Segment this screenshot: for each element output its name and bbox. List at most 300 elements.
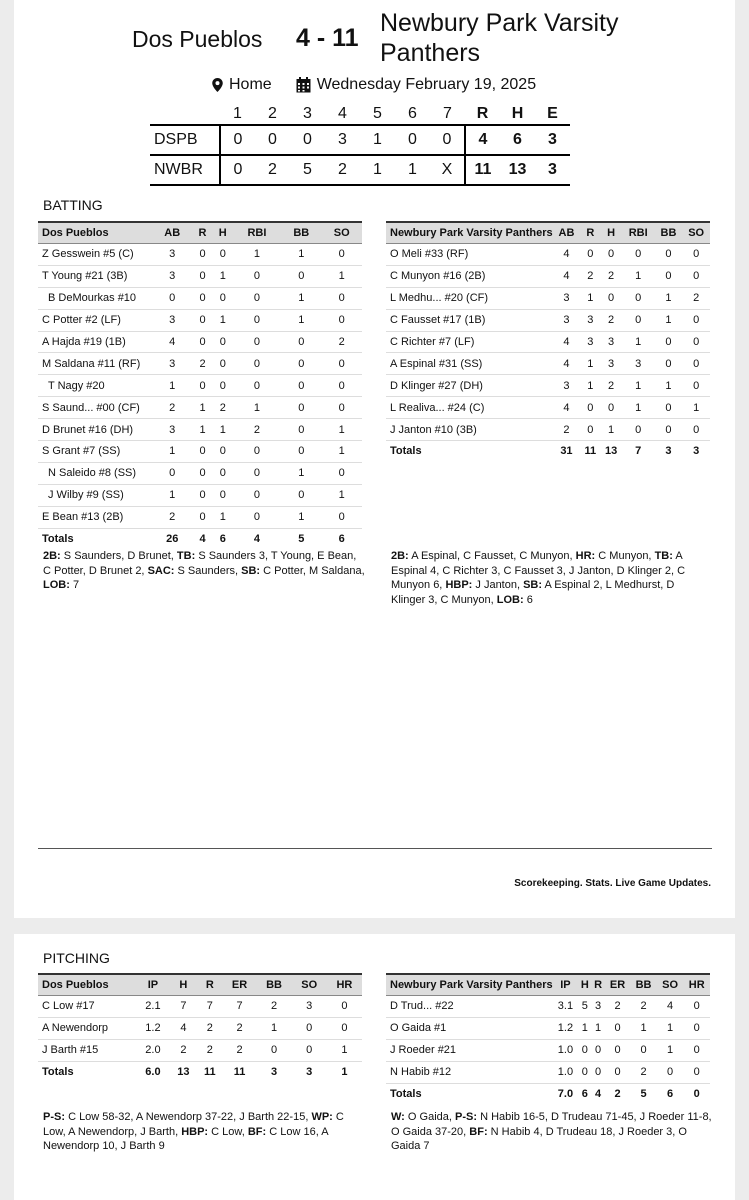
batting-section-title: BATTING [43, 197, 103, 213]
total-cell: 3 [665, 445, 672, 458]
stat-cell: 0 [321, 375, 362, 397]
stat-cell: 0 [233, 484, 281, 506]
stat-cell: 0 [213, 244, 233, 266]
note-label: SB: [523, 579, 543, 591]
total-cell: 7 [635, 445, 642, 458]
stat-cell: 7 [197, 996, 223, 1018]
stat-cell: 0 [605, 1017, 631, 1039]
col-header: ER [605, 974, 631, 996]
home-batting-team-header: Newbury Park Varsity Panthers [386, 222, 553, 244]
player-row [386, 1039, 710, 1061]
stat-cell: 1 [622, 265, 655, 287]
inning-score: 0 [220, 155, 255, 185]
stat-cell: 4 [553, 331, 581, 353]
inning-score: 2 [255, 155, 290, 185]
note-label: HR: [575, 550, 596, 562]
player-name: S Saund... #00 (CF) [38, 397, 152, 419]
stat-cell: 0 [683, 1017, 710, 1039]
stat-cell: 1.0 [553, 1039, 579, 1061]
note-text: A Espinal, C Fausset, C Munyon, [411, 550, 573, 562]
player-name: A Espinal #31 (SS) [386, 353, 553, 375]
linescore-table [150, 104, 570, 186]
player-row [38, 244, 362, 266]
stat-cell: 3 [152, 353, 192, 375]
stat-cell: 4 [170, 1017, 197, 1039]
total-cell: 4 [595, 1088, 602, 1100]
stat-cell: 2 [553, 419, 581, 441]
player-row [38, 1017, 362, 1039]
stat-cell: 0 [192, 506, 212, 528]
inning-score: 1 [360, 125, 395, 155]
total-cell: 6 [581, 1088, 588, 1100]
total-cell: 6 [667, 1088, 674, 1100]
note-text: C Low, [211, 1125, 245, 1138]
totals-row [386, 1083, 710, 1104]
col-header: HR [683, 974, 710, 996]
linescore-team: DSPB [150, 125, 220, 155]
stat-cell: 4 [553, 397, 581, 419]
total-cell: 2 [614, 1088, 621, 1100]
player-name: C Potter #2 (LF) [38, 309, 152, 331]
inning-score: 1 [395, 155, 430, 185]
player-row [38, 506, 362, 528]
total-cell: 13 [604, 445, 618, 458]
totals-row [38, 528, 362, 549]
stat-cell: 3 [553, 287, 581, 309]
player-row [38, 484, 362, 506]
stat-cell: 0 [622, 287, 655, 309]
stat-cell: 0 [213, 353, 233, 375]
player-row [386, 996, 710, 1018]
col-header: H [600, 222, 621, 244]
away-team-name: Dos Pueblos [132, 26, 263, 52]
player-row [38, 996, 362, 1018]
home-pitching-team-header: Newbury Park Varsity Panthers [386, 974, 553, 996]
note-label: BF: [247, 1125, 267, 1138]
stat-cell: 1 [233, 397, 281, 419]
stat-cell: 0 [657, 1061, 684, 1083]
stat-cell: 0 [192, 265, 212, 287]
stat-cell: 0 [192, 484, 212, 506]
inning-score: 1 [360, 155, 395, 185]
stat-cell: 2 [152, 397, 192, 419]
note-label: BF: [469, 1125, 488, 1138]
stat-cell: 3 [152, 244, 192, 266]
stat-cell: 3 [591, 996, 604, 1018]
player-row [386, 265, 710, 287]
total-cell: 7.0 [557, 1088, 574, 1100]
inning-header: 2 [268, 105, 277, 122]
note-text: S Saunders, D Brunet, [63, 550, 174, 562]
stat-cell: 7 [170, 996, 197, 1018]
stat-cell: 0 [327, 1017, 362, 1039]
stat-cell: 2 [197, 1017, 223, 1039]
stat-cell: 2 [170, 1039, 197, 1061]
stat-cell: 3 [152, 419, 192, 441]
col-header: SO [682, 222, 710, 244]
player-name: A Hajda #19 (1B) [38, 331, 152, 353]
stat-cell: 0 [682, 375, 710, 397]
stat-cell: 0 [321, 244, 362, 266]
col-header: R [591, 974, 604, 996]
player-row [38, 331, 362, 353]
stat-cell: 1 [580, 375, 600, 397]
stat-cell: 2 [630, 1061, 657, 1083]
stat-cell: 1 [657, 1039, 684, 1061]
player-name: D Trud... #22 [386, 996, 553, 1018]
linescore-row [150, 125, 570, 155]
player-row [38, 462, 362, 484]
inning-score: 0 [255, 125, 290, 155]
inning-score: 5 [290, 155, 325, 185]
total-cell: 3 [693, 445, 700, 458]
stat-cell: 0 [683, 996, 710, 1018]
stat-cell: 0 [213, 484, 233, 506]
stat-cell: 1 [622, 397, 655, 419]
total-cell: 26 [166, 533, 179, 546]
footer-tagline: Scorekeeping. Stats. Live Game Updates. [514, 878, 711, 889]
stat-cell: 2 [192, 353, 212, 375]
stat-cell: 1 [682, 397, 710, 419]
stat-cell: 0 [233, 441, 281, 463]
stat-cell: 0 [622, 244, 655, 266]
note-text: O Gaida, [407, 1111, 452, 1123]
stat-cell: 1 [327, 1039, 362, 1061]
col-header: IP [136, 974, 170, 996]
inning-score: 0 [290, 125, 325, 155]
stat-cell: 0 [655, 265, 683, 287]
stat-cell: 1 [321, 441, 362, 463]
stat-cell: 0 [152, 287, 192, 309]
player-name: Z Gesswein #5 (C) [38, 244, 152, 266]
home-pitching-notes [391, 1110, 716, 1154]
stat-cell: 5 [578, 996, 591, 1018]
errors-header: E [547, 105, 558, 122]
col-header: BB [630, 974, 657, 996]
note-text: A Espinal 2, L Medhurst, D Klinger 3, C Munyon, [391, 579, 675, 606]
stat-cell: 3 [152, 309, 192, 331]
col-header: SO [657, 974, 684, 996]
stat-cell: 0 [605, 1039, 631, 1061]
stat-cell: 0 [682, 265, 710, 287]
player-name: C Fausset #17 (1B) [386, 309, 553, 331]
col-header: SO [292, 974, 327, 996]
player-name: T Nagy #20 [38, 375, 152, 397]
rhe-value: 3 [535, 155, 570, 185]
stat-cell: 0 [321, 506, 362, 528]
stat-cell: 0 [233, 309, 281, 331]
stat-cell: 0 [630, 1039, 657, 1061]
player-row [38, 1039, 362, 1061]
inning-score: X [430, 155, 465, 185]
stat-cell: 2 [682, 287, 710, 309]
stat-cell: 2 [600, 375, 621, 397]
note-text: C Low 58-32, A Newendorp 37-22, J Barth 22-15, [68, 1111, 309, 1123]
player-name: C Munyon #16 (2B) [386, 265, 553, 287]
player-name: N Habib #12 [386, 1061, 553, 1083]
stat-cell: 0 [213, 287, 233, 309]
inning-score: 0 [430, 125, 465, 155]
stat-cell: 0 [292, 1039, 327, 1061]
stat-cell: 0 [591, 1061, 604, 1083]
stat-cell: 0 [655, 419, 683, 441]
stat-cell: 0 [213, 375, 233, 397]
rhe-value: 4 [465, 125, 500, 155]
player-row [386, 331, 710, 353]
stat-cell: 3 [622, 353, 655, 375]
stat-cell: 0 [233, 331, 281, 353]
player-row [386, 419, 710, 441]
stat-cell: 1 [600, 419, 621, 441]
pitching-section-title: PITCHING [43, 950, 110, 966]
stat-cell: 1 [655, 309, 683, 331]
note-text: 6 [526, 593, 533, 606]
player-row [386, 287, 710, 309]
player-row [386, 397, 710, 419]
player-name: O Meli #33 (RF) [386, 244, 553, 266]
col-header: RBI [622, 222, 655, 244]
player-row [386, 1017, 710, 1039]
stat-cell: 1 [630, 1017, 657, 1039]
stat-cell: 2 [580, 265, 600, 287]
stat-cell: 0 [292, 1017, 327, 1039]
inning-score: 0 [395, 125, 430, 155]
inning-header: 1 [233, 105, 242, 122]
stat-cell: 1 [281, 244, 321, 266]
stat-cell: 2 [256, 996, 291, 1018]
player-name: T Young #21 (3B) [38, 265, 152, 287]
note-label: W: [391, 1111, 405, 1123]
stat-cell: 2 [197, 1039, 223, 1061]
player-row [38, 353, 362, 375]
total-cell: 0 [693, 1088, 700, 1100]
stat-cell: 4 [553, 244, 581, 266]
stat-cell: 1 [622, 375, 655, 397]
note-label: LOB: [43, 579, 70, 591]
stat-cell: 0 [682, 309, 710, 331]
player-name: B DeMourkas #10 [38, 287, 152, 309]
note-text: N Habib 16-5, D Trudeau 71-45, J Roeder 11-8, O Gaida 37-20, [391, 1111, 712, 1138]
stat-cell: 0 [600, 244, 621, 266]
rhe-value: 11 [465, 155, 500, 185]
stat-cell: 0 [578, 1039, 591, 1061]
totals-label: Totals [42, 533, 74, 546]
note-text: S Saunders 3, T Young, E Bean, C Potter, D Brunet 2, [43, 550, 357, 577]
stat-cell: 0 [233, 375, 281, 397]
stat-cell: 1.2 [136, 1017, 170, 1039]
stat-cell: 0 [600, 397, 621, 419]
rhe-value: 6 [500, 125, 535, 155]
note-label: 2B: [43, 550, 61, 562]
note-label: TB: [176, 550, 196, 562]
stat-cell: 1 [591, 1017, 604, 1039]
total-cell: 4 [253, 533, 261, 546]
calendar-icon [296, 77, 311, 93]
stat-cell: 1 [233, 244, 281, 266]
col-header: IP [553, 974, 579, 996]
stat-cell: 0 [281, 397, 321, 419]
note-label: P-S: [43, 1111, 65, 1123]
player-name: J Roeder #21 [386, 1039, 553, 1061]
stat-cell: 0 [233, 265, 281, 287]
stat-cell: 0 [281, 331, 321, 353]
stat-cell: 0 [281, 375, 321, 397]
stat-cell: 4 [657, 996, 684, 1018]
boxscore-page-2 [14, 934, 735, 1200]
hits-header: H [511, 105, 524, 122]
stat-cell: 1 [655, 287, 683, 309]
stat-cell: 0 [281, 419, 321, 441]
player-name: D Klinger #27 (DH) [386, 375, 553, 397]
total-cell: 13 [177, 1066, 190, 1079]
inning-header: 5 [373, 105, 382, 122]
player-name: C Low #17 [38, 996, 136, 1018]
stat-cell: 1 [580, 353, 600, 375]
stat-cell: 2 [223, 1039, 257, 1061]
player-name: O Gaida #1 [386, 1017, 553, 1039]
stat-cell: 1 [192, 419, 212, 441]
linescore-row [150, 155, 570, 185]
note-label: LOB: [496, 593, 524, 606]
stat-cell: 0 [281, 353, 321, 375]
player-name: E Bean #13 (2B) [38, 506, 152, 528]
note-label: HBP: [445, 579, 473, 591]
note-text: 7 [72, 579, 80, 591]
col-header: AB [152, 222, 192, 244]
inning-score: 2 [325, 155, 360, 185]
stat-cell: 0 [605, 1061, 631, 1083]
stat-cell: 0 [655, 397, 683, 419]
stat-cell: 0 [281, 484, 321, 506]
stat-cell: 2 [152, 506, 192, 528]
stat-cell: 0 [622, 309, 655, 331]
stat-cell: 2 [233, 419, 281, 441]
player-name: A Newendorp [38, 1017, 136, 1039]
player-name: D Brunet #16 (DH) [38, 419, 152, 441]
note-label: SAC: [147, 564, 175, 577]
stat-cell: 0 [327, 996, 362, 1018]
stat-cell: 3 [600, 331, 621, 353]
totals-label: Totals [390, 1088, 422, 1100]
stat-cell: 1 [321, 265, 362, 287]
stat-cell: 0 [600, 287, 621, 309]
stat-cell: 1 [152, 441, 192, 463]
home-pitching-table [386, 973, 710, 1104]
note-label: SB: [241, 564, 261, 577]
away-pitching-team-header: Dos Pueblos [38, 974, 136, 996]
note-text: N Habib 4, D Trudeau 18, J Roeder 3, O Gaida 7 [391, 1125, 687, 1152]
stat-cell: 0 [281, 265, 321, 287]
col-header: BB [655, 222, 683, 244]
note-label: HBP: [181, 1125, 209, 1138]
stat-cell: 0 [682, 331, 710, 353]
away-batting-table [38, 221, 362, 549]
stat-cell: 1 [321, 484, 362, 506]
stat-cell: 3 [580, 309, 600, 331]
total-cell: 5 [298, 533, 305, 546]
totals-label: Totals [42, 1066, 74, 1079]
col-header: HR [327, 974, 362, 996]
stat-cell: 1 [213, 419, 233, 441]
note-text: C Munyon, [598, 550, 652, 562]
player-name: L Medhu... #20 (CF) [386, 287, 553, 309]
col-header: H [213, 222, 233, 244]
player-name: M Saldana #11 (RF) [38, 353, 152, 375]
away-batting-team-header: Dos Pueblos [38, 222, 152, 244]
stat-cell: 0 [281, 441, 321, 463]
stat-cell: 0 [580, 419, 600, 441]
stat-cell: 0 [192, 287, 212, 309]
player-row [386, 1061, 710, 1083]
stat-cell: 2 [223, 1017, 257, 1039]
location-label: Home [229, 76, 272, 93]
stat-cell: 0 [655, 244, 683, 266]
note-text: A Espinal 4, C Richter 3, C Fausset 3, J Janton, D Klinger 2, C Munyon 6, [391, 550, 686, 591]
col-header: SO [321, 222, 362, 244]
rhe-value: 13 [500, 155, 535, 185]
location-pin-icon [212, 78, 223, 92]
stat-cell: 1 [578, 1017, 591, 1039]
stat-cell: 0 [192, 375, 212, 397]
note-label: P-S: [455, 1111, 478, 1123]
stat-cell: 0 [192, 462, 212, 484]
stat-cell: 0 [578, 1061, 591, 1083]
stat-cell: 1 [580, 287, 600, 309]
stat-cell: 0 [233, 506, 281, 528]
stat-cell: 4 [152, 331, 192, 353]
note-text: C Potter, M Saldana, [263, 564, 365, 577]
col-header: R [192, 222, 212, 244]
away-batting-notes [43, 549, 367, 593]
note-text: C Low 16, A Newendorp 10, J Barth 9 [43, 1125, 328, 1152]
stat-cell: 1 [281, 506, 321, 528]
stat-cell: 0 [580, 244, 600, 266]
total-cell: 6.0 [145, 1066, 161, 1079]
total-cell: 6 [338, 533, 345, 546]
home-batting-table [386, 221, 710, 462]
stat-cell: 0 [682, 353, 710, 375]
stat-cell: 1 [281, 287, 321, 309]
total-cell: 1 [341, 1066, 348, 1079]
game-date: Wednesday February 19, 2025 [316, 76, 537, 93]
stat-cell: 0 [682, 244, 710, 266]
player-row [38, 441, 362, 463]
inning-header: 6 [408, 105, 417, 122]
inning-header: 4 [338, 105, 347, 122]
stat-cell: 0 [233, 353, 281, 375]
away-pitching-notes [43, 1110, 363, 1154]
col-header: BB [281, 222, 321, 244]
col-header: H [170, 974, 197, 996]
stat-cell: 0 [192, 441, 212, 463]
note-text: J Janton, [475, 579, 521, 591]
total-cell: 11 [233, 1066, 246, 1079]
player-name: J Barth #15 [38, 1039, 136, 1061]
col-header: ER [223, 974, 257, 996]
player-name: N Saleido #8 (SS) [38, 462, 152, 484]
stat-cell: 1 [321, 419, 362, 441]
total-cell: 3 [270, 1066, 278, 1079]
player-row [38, 287, 362, 309]
note-label: 2B: [391, 550, 409, 562]
stat-cell: 1 [192, 397, 212, 419]
rhe-value: 3 [535, 125, 570, 155]
stat-cell: 2 [600, 265, 621, 287]
stat-cell: 0 [655, 331, 683, 353]
totals-label: Totals [390, 445, 422, 458]
stat-cell: 1 [152, 484, 192, 506]
player-row [38, 419, 362, 441]
